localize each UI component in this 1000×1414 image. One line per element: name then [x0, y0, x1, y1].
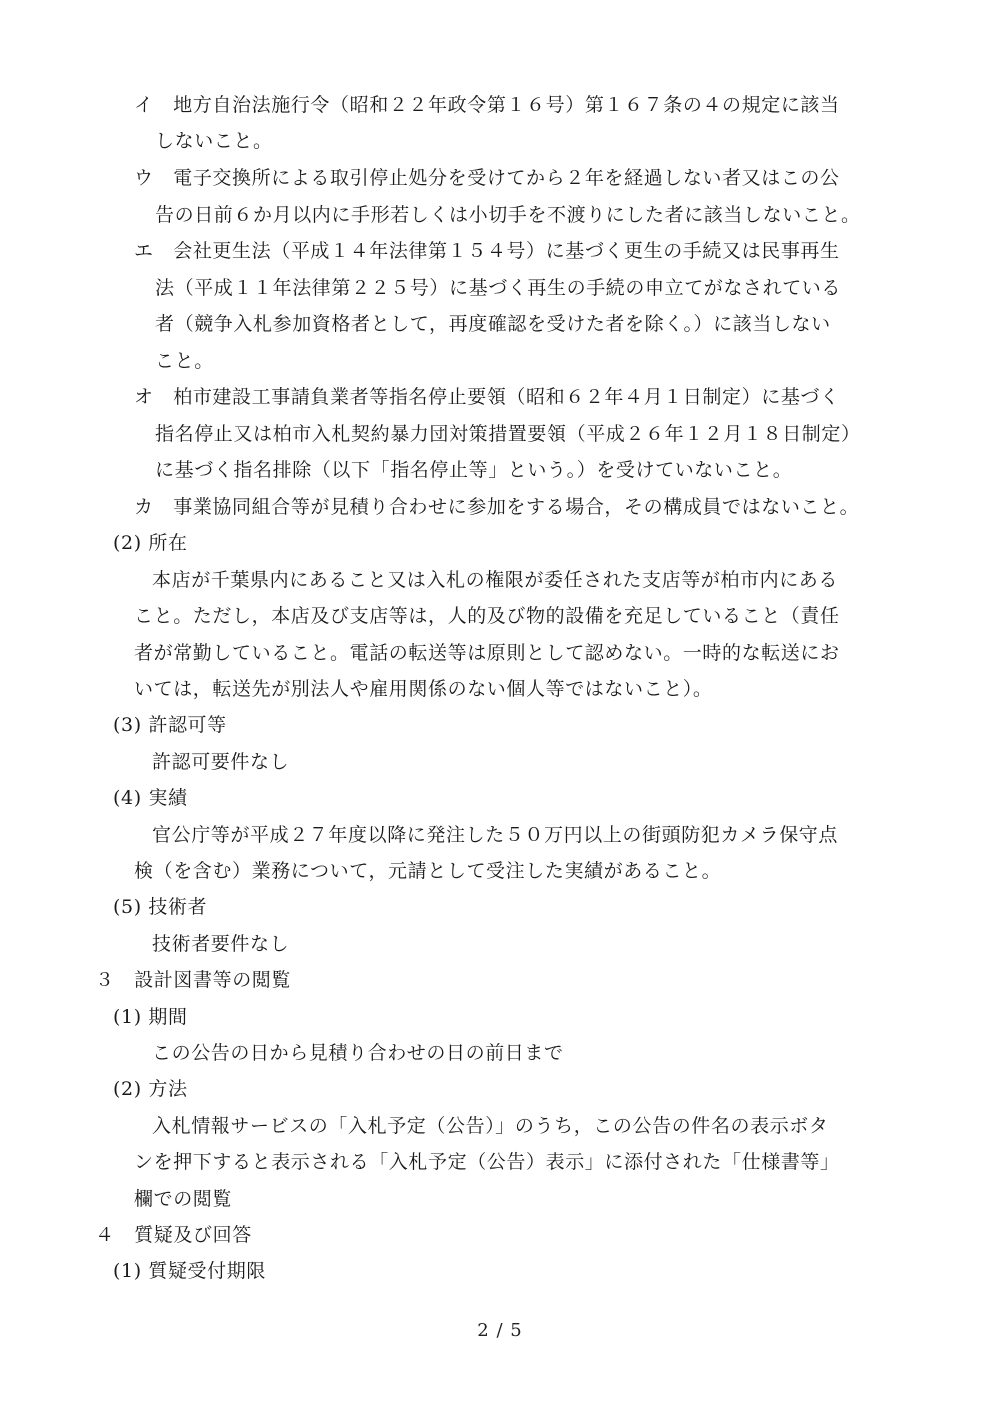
section-heading-4: ４ 質疑及び回答 [95, 1224, 252, 1246]
section-heading-track-record: (4) 実績 [113, 787, 188, 809]
page-number: 2 / 5 [477, 1320, 523, 1341]
paragraph-line: 本店が千葉県内にあること又は入札の権限が委任された支店等が柏市内にある [152, 569, 839, 591]
item-text-continued: 者（競争入札参加資格者として，再度確認を受けた者を除く。）に該当しない [155, 313, 831, 335]
paragraph-line: この公告の日から見積り合わせの日の前日まで [152, 1042, 564, 1064]
item-text-continued: 法（平成１１年法律第２２５号）に基づく再生の手続の申立てがなされている [155, 277, 842, 299]
paragraph-line: 者が常勤していること。電話の転送等は原則として認めない。一時的な転送にお [134, 642, 840, 664]
item-text-continued: こと。 [155, 350, 214, 372]
item-marker: ウ [134, 167, 154, 189]
item-text: 会社更生法（平成１４年法律第１５４号）に基づく更生の手続又は民事再生 [173, 240, 840, 262]
item-marker: カ [134, 496, 154, 518]
paragraph-line: 検（を含む）業務について，元請として受注した実績があること。 [134, 860, 722, 882]
paragraph-line: いては，転送先が別法人や雇用関係のない個人等ではないこと）。 [134, 678, 713, 700]
paragraph-line: こと。ただし，本店及び支店等は，人的及び物的設備を充足していること（責任 [134, 605, 840, 627]
item-text-continued: 告の日前６か月以内に手形若しくは小切手を不渡りにした者に該当しないこと。 [155, 204, 861, 226]
section-heading-location: (2) 所在 [113, 532, 188, 554]
paragraph-line: 官公庁等が平成２７年度以降に発注した５０万円以上の街頭防犯カメラ保守点 [152, 824, 839, 846]
item-o [134, 385, 840, 409]
section-heading-engineers: (5) 技術者 [113, 896, 208, 918]
item-ka [134, 495, 859, 519]
paragraph-line: 技術者要件なし [152, 933, 290, 955]
item-text: 柏市建設工事請負業者等指名停止要領（昭和６２年４月１日制定）に基づく [173, 386, 840, 408]
item-u [134, 166, 840, 190]
item-marker: イ [134, 94, 154, 116]
section-heading-method: (2) 方法 [113, 1078, 188, 1100]
item-text-continued: に基づく指名排除（以下「指名停止等」という。）を受けていないこと。 [155, 459, 793, 481]
item-i [134, 93, 840, 117]
item-text: 地方自治法施行令（昭和２２年政令第１６号）第１６７条の４の規定に該当 [173, 94, 840, 116]
section-heading-licenses: (3) 許認可等 [113, 714, 227, 736]
section-heading-question-deadline: (1) 質疑受付期限 [113, 1260, 266, 1282]
item-marker: オ [134, 386, 154, 408]
item-e [134, 239, 840, 263]
paragraph-line: 欄での閲覧 [134, 1188, 233, 1210]
item-marker: エ [134, 240, 154, 262]
section-heading-3: ３ 設計図書等の閲覧 [95, 969, 292, 991]
item-text-continued: 指名停止又は柏市入札契約暴力団対策措置要領（平成２６年１２月１８日制定） [155, 423, 861, 445]
item-text-continued: しないこと。 [155, 130, 273, 152]
item-text: 電子交換所による取引停止処分を受けてから２年を経過しない者又はこの公 [173, 167, 840, 189]
section-heading-period: (1) 期間 [113, 1006, 188, 1028]
item-text: 事業協同組合等が見積り合わせに参加をする場合，その構成員ではないこと。 [173, 496, 860, 518]
paragraph-line: 許認可要件なし [152, 751, 290, 773]
paragraph-line: 入札情報サービスの「入札予定（公告）」のうち，この公告の件名の表示ボタ [152, 1115, 829, 1137]
paragraph-line: ンを押下すると表示される「入札予定（公告）表示」に添付された「仕様書等」 [134, 1151, 840, 1173]
